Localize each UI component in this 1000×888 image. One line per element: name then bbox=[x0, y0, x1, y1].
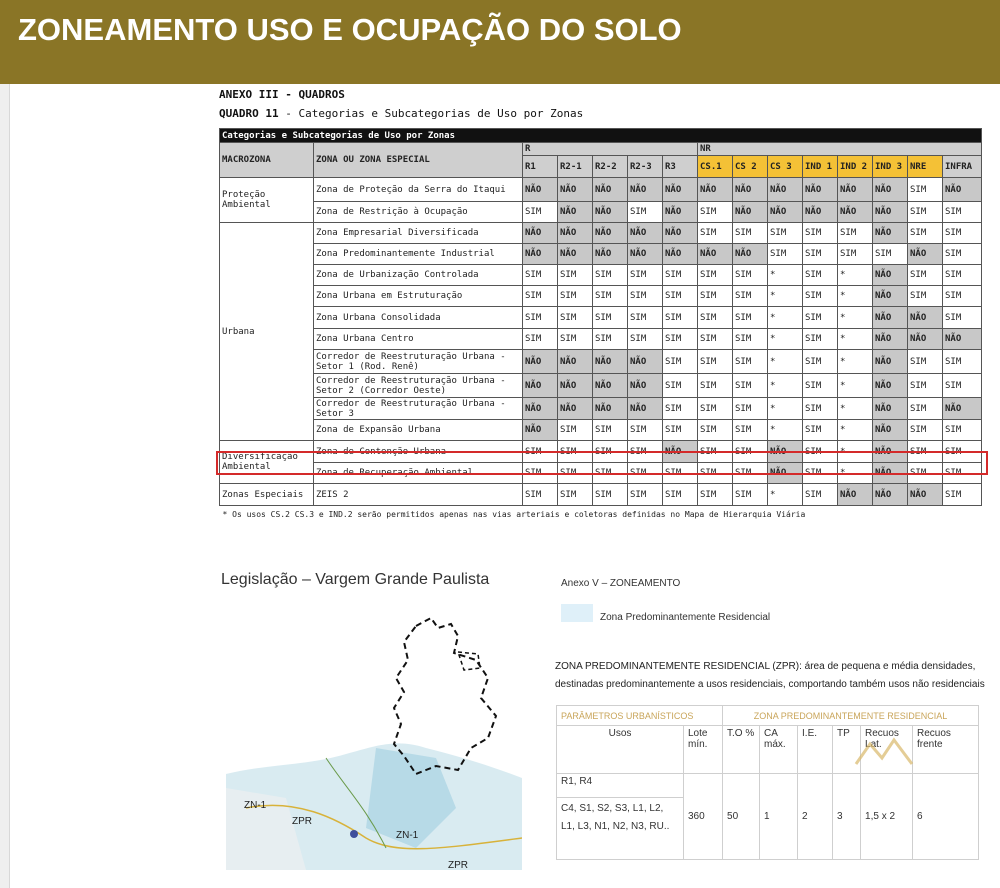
value-cell: NÃO bbox=[873, 350, 908, 374]
zona-cell: Zona Urbana Consolidada bbox=[314, 307, 523, 329]
value-cell: NÃO bbox=[628, 223, 663, 244]
value-cell: SIM bbox=[803, 307, 838, 329]
value-cell: NÃO bbox=[593, 374, 628, 398]
column-header: R3 bbox=[663, 156, 698, 178]
zona-cell: Corredor de Reestruturação Urbana - Setor 3 bbox=[314, 398, 523, 420]
column-header: CS 2 bbox=[733, 156, 768, 178]
value-cell: NÃO bbox=[523, 178, 558, 202]
value-cell: NÃO bbox=[908, 244, 943, 265]
value-cell: SIM bbox=[908, 202, 943, 223]
macrozona-cell: Urbana bbox=[220, 223, 314, 441]
value-cell: NÃO bbox=[663, 244, 698, 265]
value-cell: * bbox=[838, 307, 873, 329]
value-cell: NÃO bbox=[943, 178, 982, 202]
zpr-header-to: T.O % bbox=[723, 726, 760, 774]
value-cell: SIM bbox=[698, 420, 733, 441]
value-cell: SIM bbox=[803, 441, 838, 463]
table-row bbox=[220, 350, 982, 374]
table-row bbox=[220, 484, 982, 506]
value-cell: SIM bbox=[558, 286, 593, 307]
value-cell: SIM bbox=[558, 329, 593, 350]
value-cell: * bbox=[838, 374, 873, 398]
value-cell: * bbox=[768, 420, 803, 441]
value-cell: SIM bbox=[733, 420, 768, 441]
value-cell: SIM bbox=[628, 484, 663, 506]
value-cell: SIM bbox=[698, 286, 733, 307]
zona-cell: Zona de Proteção da Serra do Itaqui bbox=[314, 178, 523, 202]
value-cell: SIM bbox=[628, 420, 663, 441]
value-cell: SIM bbox=[523, 202, 558, 223]
value-cell: SIM bbox=[733, 441, 768, 463]
value-cell: * bbox=[838, 350, 873, 374]
value-cell: SIM bbox=[593, 441, 628, 463]
column-header: CS 3 bbox=[768, 156, 803, 178]
value-cell: NÃO bbox=[768, 441, 803, 463]
value-cell: SIM bbox=[558, 463, 593, 484]
value-cell: SIM bbox=[698, 350, 733, 374]
value-cell: SIM bbox=[593, 265, 628, 286]
zpr-header-recuos-lat: Recuos Lat. bbox=[861, 726, 913, 774]
column-header: IND 2 bbox=[838, 156, 873, 178]
header-macrozona: MACROZONA bbox=[220, 143, 314, 178]
quadro-11-title bbox=[219, 107, 583, 120]
value-cell: SIM bbox=[908, 178, 943, 202]
map-label-zn1-left: ZN-1 bbox=[244, 800, 267, 811]
value-cell: SIM bbox=[663, 484, 698, 506]
value-cell: SIM bbox=[558, 265, 593, 286]
zpr-description-line-1: ZONA PREDOMINANTEMENTE RESIDENCIAL (ZPR): área de pequena e média densidades, bbox=[555, 661, 976, 672]
value-cell: NÃO bbox=[663, 178, 698, 202]
value-cell: SIM bbox=[733, 398, 768, 420]
value-cell: NÃO bbox=[873, 202, 908, 223]
zona-cell: Zona Urbana Centro bbox=[314, 329, 523, 350]
value-cell: SIM bbox=[593, 484, 628, 506]
value-cell: SIM bbox=[593, 329, 628, 350]
value-cell: SIM bbox=[733, 265, 768, 286]
legend-swatch-zpr bbox=[561, 604, 593, 622]
quadro-text: - Categorias e Subcategorias de Uso por Zonas bbox=[278, 107, 584, 120]
zona-cell: Zona de Restrição à Ocupação bbox=[314, 202, 523, 223]
value-cell: SIM bbox=[698, 223, 733, 244]
table-row bbox=[220, 244, 982, 265]
value-cell: NÃO bbox=[523, 398, 558, 420]
value-cell: NÃO bbox=[698, 178, 733, 202]
value-cell: NÃO bbox=[873, 441, 908, 463]
value-cell: NÃO bbox=[628, 350, 663, 374]
value-cell: NÃO bbox=[593, 244, 628, 265]
value-cell: SIM bbox=[628, 441, 663, 463]
table-row bbox=[220, 178, 982, 202]
zpr-value-tp: 3 bbox=[833, 774, 861, 860]
column-header: CS.1 bbox=[698, 156, 733, 178]
zpr-header-ca: CA máx. bbox=[760, 726, 798, 774]
value-cell: SIM bbox=[908, 286, 943, 307]
zpr-value-ca: 1 bbox=[760, 774, 798, 860]
value-cell: SIM bbox=[768, 244, 803, 265]
value-cell: SIM bbox=[908, 441, 943, 463]
value-cell: NÃO bbox=[873, 329, 908, 350]
value-cell: SIM bbox=[663, 329, 698, 350]
anexo-iii-title: ANEXO III - QUADROS bbox=[219, 88, 345, 101]
value-cell: SIM bbox=[908, 374, 943, 398]
map-point-marker bbox=[350, 830, 358, 838]
quadro-label: QUADRO 11 bbox=[219, 107, 279, 120]
zona-cell: Zona de Urbanização Controlada bbox=[314, 265, 523, 286]
value-cell: NÃO bbox=[593, 223, 628, 244]
value-cell: NÃO bbox=[733, 178, 768, 202]
value-cell: NÃO bbox=[523, 244, 558, 265]
value-cell: SIM bbox=[908, 398, 943, 420]
zona-cell: Corredor de Reestruturação Urbana - Setor 2 (Corredor Oeste) bbox=[314, 374, 523, 398]
value-cell: NÃO bbox=[593, 178, 628, 202]
zona-cell: ZEIS 2 bbox=[314, 484, 523, 506]
value-cell: SIM bbox=[768, 223, 803, 244]
page-title: ZONEAMENTO USO E OCUPAÇÃO DO SOLO bbox=[18, 12, 682, 47]
watermark-logo bbox=[852, 734, 916, 768]
value-cell: SIM bbox=[558, 307, 593, 329]
value-cell: SIM bbox=[943, 244, 982, 265]
value-cell: NÃO bbox=[768, 202, 803, 223]
value-cell: SIM bbox=[733, 307, 768, 329]
value-cell: NÃO bbox=[558, 178, 593, 202]
zpr-header-usos: Usos bbox=[557, 726, 684, 774]
table-row bbox=[220, 420, 982, 441]
value-cell: SIM bbox=[698, 463, 733, 484]
value-cell: SIM bbox=[943, 223, 982, 244]
table-row bbox=[220, 265, 982, 286]
value-cell: NÃO bbox=[593, 398, 628, 420]
value-cell: SIM bbox=[803, 265, 838, 286]
value-cell: SIM bbox=[593, 286, 628, 307]
zpr-group-2: C4, S1, S2, S3, L1, L2, L1, L3, N1, N2, N3, RU.. bbox=[557, 798, 684, 860]
page-header bbox=[0, 0, 1000, 84]
value-cell: NÃO bbox=[733, 244, 768, 265]
value-cell: SIM bbox=[593, 463, 628, 484]
table-row bbox=[220, 286, 982, 307]
value-cell: SIM bbox=[908, 420, 943, 441]
value-cell: NÃO bbox=[838, 484, 873, 506]
value-cell: NÃO bbox=[873, 484, 908, 506]
macrozona-cell: Zonas Especiais bbox=[220, 484, 314, 506]
zpr-zone-label: ZONA PREDOMINANTEMENTE RESIDENCIAL bbox=[723, 706, 979, 726]
value-cell: SIM bbox=[523, 307, 558, 329]
header-group-nr: NR bbox=[698, 143, 982, 156]
value-cell: SIM bbox=[908, 223, 943, 244]
value-cell: * bbox=[768, 286, 803, 307]
zona-cell: Zona de Expansão Urbana bbox=[314, 420, 523, 441]
table-row bbox=[220, 202, 982, 223]
table-row bbox=[220, 307, 982, 329]
value-cell: SIM bbox=[943, 374, 982, 398]
value-cell: SIM bbox=[733, 329, 768, 350]
value-cell: SIM bbox=[628, 329, 663, 350]
macrozona-cell: Proteção Ambiental bbox=[220, 178, 314, 223]
value-cell: NÃO bbox=[803, 202, 838, 223]
table-row bbox=[220, 223, 982, 244]
column-header: IND 1 bbox=[803, 156, 838, 178]
zpr-value-to: 50 bbox=[723, 774, 760, 860]
value-cell: NÃO bbox=[663, 202, 698, 223]
zona-cell: Corredor de Reestruturação Urbana - Setor 1 (Rod. Renê) bbox=[314, 350, 523, 374]
value-cell: NÃO bbox=[558, 350, 593, 374]
value-cell: SIM bbox=[663, 265, 698, 286]
value-cell: NÃO bbox=[838, 202, 873, 223]
value-cell: SIM bbox=[803, 374, 838, 398]
zpr-header-lote: Lote mín. bbox=[684, 726, 723, 774]
zpr-value-ie: 2 bbox=[798, 774, 833, 860]
value-cell: NÃO bbox=[873, 420, 908, 441]
value-cell: NÃO bbox=[768, 463, 803, 484]
value-cell: SIM bbox=[663, 374, 698, 398]
value-cell: SIM bbox=[873, 244, 908, 265]
anexo-v-title: Anexo V – ZONEAMENTO bbox=[561, 578, 681, 589]
value-cell: SIM bbox=[733, 463, 768, 484]
value-cell: NÃO bbox=[558, 202, 593, 223]
value-cell: * bbox=[838, 329, 873, 350]
value-cell: NÃO bbox=[523, 420, 558, 441]
column-header: R2-1 bbox=[558, 156, 593, 178]
table-title: Categorias e Subcategorias de Uso por Zonas bbox=[220, 129, 982, 143]
zoning-map bbox=[226, 598, 522, 870]
column-header: R2-2 bbox=[593, 156, 628, 178]
value-cell: SIM bbox=[943, 265, 982, 286]
value-cell: SIM bbox=[733, 374, 768, 398]
header-zona: ZONA OU ZONA ESPECIAL bbox=[314, 143, 523, 178]
value-cell: SIM bbox=[628, 202, 663, 223]
value-cell: SIM bbox=[628, 307, 663, 329]
value-cell: SIM bbox=[943, 441, 982, 463]
map-label-zpr-left: ZPR bbox=[292, 816, 312, 827]
zpr-description-line-2: destinadas predominantemente a usos residenciais, comportando também usos não residenciais bbox=[555, 679, 985, 690]
value-cell: SIM bbox=[803, 463, 838, 484]
column-header: INFRA bbox=[943, 156, 982, 178]
value-cell: NÃO bbox=[523, 350, 558, 374]
value-cell: NÃO bbox=[558, 223, 593, 244]
value-cell: SIM bbox=[733, 350, 768, 374]
zpr-value-lote: 360 bbox=[684, 774, 723, 860]
value-cell: NÃO bbox=[908, 307, 943, 329]
value-cell: SIM bbox=[663, 463, 698, 484]
value-cell: NÃO bbox=[628, 374, 663, 398]
highlight-zona-contencao-urbana bbox=[216, 451, 988, 475]
value-cell: NÃO bbox=[558, 398, 593, 420]
value-cell: SIM bbox=[803, 286, 838, 307]
zona-cell: Zona Urbana em Estruturação bbox=[314, 286, 523, 307]
value-cell: SIM bbox=[558, 484, 593, 506]
zpr-parameters-table bbox=[556, 705, 979, 860]
zpr-header-ie: I.E. bbox=[798, 726, 833, 774]
value-cell: SIM bbox=[523, 441, 558, 463]
value-cell: SIM bbox=[523, 484, 558, 506]
value-cell: SIM bbox=[593, 420, 628, 441]
value-cell: NÃO bbox=[558, 374, 593, 398]
value-cell: NÃO bbox=[873, 307, 908, 329]
value-cell: SIM bbox=[698, 307, 733, 329]
legislation-title: Legislação – Vargem Grande Paulista bbox=[221, 571, 490, 588]
value-cell: * bbox=[768, 329, 803, 350]
value-cell: SIM bbox=[908, 265, 943, 286]
zpr-param-label: PARÂMETROS URBANÍSTICOS bbox=[557, 706, 723, 726]
value-cell: SIM bbox=[698, 398, 733, 420]
value-cell: SIM bbox=[943, 307, 982, 329]
value-cell: SIM bbox=[838, 244, 873, 265]
map-label-zn1-center: ZN-1 bbox=[396, 830, 419, 841]
value-cell: SIM bbox=[803, 420, 838, 441]
value-cell: NÃO bbox=[873, 398, 908, 420]
value-cell: NÃO bbox=[628, 244, 663, 265]
value-cell: NÃO bbox=[558, 244, 593, 265]
value-cell: SIM bbox=[663, 286, 698, 307]
left-gutter bbox=[0, 84, 10, 888]
value-cell: * bbox=[838, 265, 873, 286]
value-cell: NÃO bbox=[628, 178, 663, 202]
value-cell: * bbox=[768, 307, 803, 329]
zpr-header-tp: TP bbox=[833, 726, 861, 774]
value-cell: SIM bbox=[943, 484, 982, 506]
value-cell: NÃO bbox=[943, 329, 982, 350]
value-cell: NÃO bbox=[768, 178, 803, 202]
value-cell: SIM bbox=[803, 350, 838, 374]
value-cell: SIM bbox=[523, 463, 558, 484]
value-cell: SIM bbox=[523, 265, 558, 286]
macrozona-cell: Diversificação Ambiental bbox=[220, 441, 314, 484]
value-cell: SIM bbox=[628, 265, 663, 286]
value-cell: SIM bbox=[943, 350, 982, 374]
value-cell: NÃO bbox=[803, 178, 838, 202]
value-cell: SIM bbox=[803, 398, 838, 420]
value-cell: SIM bbox=[523, 286, 558, 307]
legend-label-zpr: Zona Predominantemente Residencial bbox=[600, 612, 771, 623]
value-cell: * bbox=[838, 463, 873, 484]
value-cell: NÃO bbox=[628, 398, 663, 420]
value-cell: SIM bbox=[908, 350, 943, 374]
value-cell: NÃO bbox=[663, 223, 698, 244]
value-cell: SIM bbox=[803, 329, 838, 350]
value-cell: SIM bbox=[943, 202, 982, 223]
zpr-group-1: R1, R4 bbox=[557, 774, 684, 798]
value-cell: SIM bbox=[803, 484, 838, 506]
zona-cell: Zona de Recuperação Ambiental bbox=[314, 463, 523, 484]
value-cell: NÃO bbox=[873, 374, 908, 398]
value-cell: NÃO bbox=[523, 223, 558, 244]
table-row bbox=[220, 398, 982, 420]
value-cell: NÃO bbox=[873, 178, 908, 202]
value-cell: * bbox=[838, 286, 873, 307]
value-cell: NÃO bbox=[908, 329, 943, 350]
value-cell: SIM bbox=[523, 329, 558, 350]
value-cell: SIM bbox=[943, 463, 982, 484]
value-cell: NÃO bbox=[523, 374, 558, 398]
value-cell: SIM bbox=[698, 202, 733, 223]
table-row bbox=[220, 329, 982, 350]
value-cell: SIM bbox=[943, 420, 982, 441]
value-cell: NÃO bbox=[593, 202, 628, 223]
value-cell: * bbox=[838, 441, 873, 463]
zpr-value-recuos-frente: 6 bbox=[913, 774, 979, 860]
value-cell: * bbox=[768, 265, 803, 286]
value-cell: SIM bbox=[698, 374, 733, 398]
zpr-description bbox=[555, 658, 1000, 694]
value-cell: SIM bbox=[663, 350, 698, 374]
column-header: IND 3 bbox=[873, 156, 908, 178]
value-cell: NÃO bbox=[733, 202, 768, 223]
value-cell: NÃO bbox=[908, 484, 943, 506]
zona-cell: Zona Predominantemente Industrial bbox=[314, 244, 523, 265]
value-cell: NÃO bbox=[838, 178, 873, 202]
value-cell: * bbox=[838, 398, 873, 420]
zpr-value-recuos-lat: 1,5 x 2 bbox=[861, 774, 913, 860]
zona-cell: Zona de Contenção Urbana bbox=[314, 441, 523, 463]
zpr-header-recuos-frente: Recuos frente bbox=[913, 726, 979, 774]
value-cell: NÃO bbox=[593, 350, 628, 374]
value-cell: NÃO bbox=[698, 244, 733, 265]
value-cell: SIM bbox=[663, 420, 698, 441]
value-cell: SIM bbox=[733, 223, 768, 244]
value-cell: * bbox=[768, 484, 803, 506]
value-cell: SIM bbox=[908, 463, 943, 484]
value-cell: NÃO bbox=[873, 463, 908, 484]
value-cell: SIM bbox=[698, 484, 733, 506]
value-cell: NÃO bbox=[873, 223, 908, 244]
column-header: R1 bbox=[523, 156, 558, 178]
value-cell: SIM bbox=[628, 463, 663, 484]
value-cell: SIM bbox=[733, 286, 768, 307]
value-cell: SIM bbox=[628, 286, 663, 307]
value-cell: * bbox=[838, 420, 873, 441]
value-cell: NÃO bbox=[873, 265, 908, 286]
value-cell: SIM bbox=[558, 420, 593, 441]
value-cell: SIM bbox=[663, 398, 698, 420]
map-label-zpr-bottom: ZPR bbox=[448, 860, 468, 870]
value-cell: * bbox=[768, 350, 803, 374]
value-cell: SIM bbox=[698, 441, 733, 463]
table-row bbox=[220, 374, 982, 398]
header-group-r: R bbox=[523, 143, 698, 156]
value-cell: * bbox=[768, 398, 803, 420]
column-header: NRE bbox=[908, 156, 943, 178]
value-cell: SIM bbox=[593, 307, 628, 329]
value-cell: NÃO bbox=[873, 286, 908, 307]
value-cell: SIM bbox=[733, 484, 768, 506]
value-cell: SIM bbox=[698, 329, 733, 350]
value-cell: SIM bbox=[838, 223, 873, 244]
value-cell: SIM bbox=[803, 244, 838, 265]
value-cell: SIM bbox=[663, 307, 698, 329]
zona-cell: Zona Empresarial Diversificada bbox=[314, 223, 523, 244]
value-cell: * bbox=[768, 374, 803, 398]
column-header: R2-3 bbox=[628, 156, 663, 178]
table-footnote: * Os usos CS.2 CS.3 e IND.2 serão permitidos apenas nas vias arteriais e coletoras definidas no Mapa de Hierarquia Viária bbox=[222, 509, 806, 519]
value-cell: SIM bbox=[803, 223, 838, 244]
value-cell: NÃO bbox=[943, 398, 982, 420]
value-cell: SIM bbox=[943, 286, 982, 307]
value-cell: SIM bbox=[698, 265, 733, 286]
value-cell: SIM bbox=[558, 441, 593, 463]
value-cell: NÃO bbox=[663, 441, 698, 463]
